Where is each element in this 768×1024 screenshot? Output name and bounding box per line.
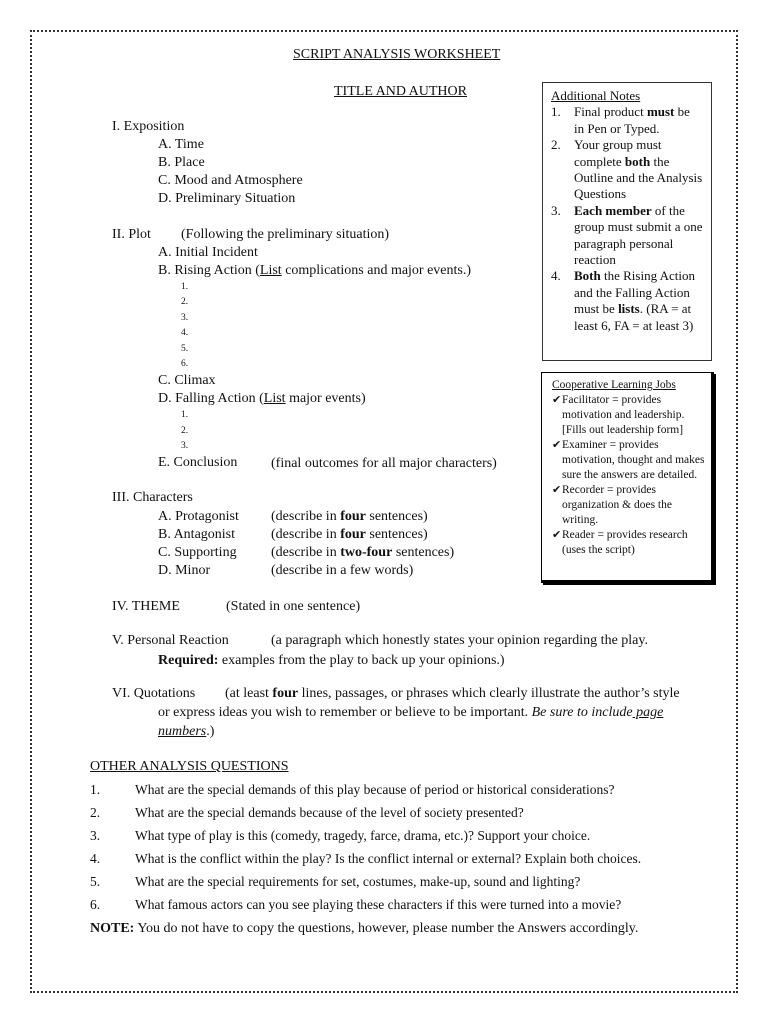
note-text: Your group must complete	[574, 137, 662, 169]
list-number: 1.	[181, 410, 189, 420]
reaction-required	[158, 653, 505, 668]
outline-item: D. Preliminary Situation	[158, 191, 296, 206]
note-item	[551, 104, 703, 137]
note-label: NOTE:	[90, 921, 135, 936]
question-text: What is the conflict within the play? Is the conflict internal or external? Explain both choices.	[135, 851, 642, 866]
job-item	[552, 528, 705, 558]
character-desc	[271, 527, 428, 542]
note-bold: Each member	[574, 202, 652, 218]
note-text: lines, passages, or phrases which clearly illustrate the author’s style	[298, 686, 680, 701]
item-label: B. Rising Action (	[158, 263, 260, 278]
question-text: What type of play is this (comedy, tragedy, farce, drama, etc.)? Support your choice.	[135, 828, 591, 843]
note-item	[551, 203, 703, 269]
quotations-line3	[158, 724, 214, 739]
quotations-heading: VI. Quotations	[112, 686, 196, 701]
rising-action-item	[158, 263, 471, 278]
outline-item: B. Place	[158, 155, 205, 170]
check-icon: ✔	[552, 394, 562, 406]
note-bold: lists	[618, 301, 640, 317]
theme-heading: IV. THEME	[112, 599, 180, 614]
note-number: 1.	[551, 104, 561, 120]
note-text: (at least	[225, 686, 273, 701]
note-text: .)	[206, 724, 215, 739]
character-desc	[271, 509, 428, 524]
note-italic: Be sure to include	[531, 705, 633, 720]
question-number: 1.	[90, 782, 101, 797]
desc-text: sentences)	[365, 527, 428, 542]
list-number: 4.	[181, 328, 189, 338]
reaction-heading: V. Personal Reaction	[112, 633, 229, 648]
note-text: the Outline and the Analysis Questions	[574, 153, 703, 202]
note-text: . (RA = at least 6, FA = at least 3)	[574, 301, 694, 333]
check-icon: ✔	[552, 529, 562, 541]
note-italic-underline: page	[632, 705, 664, 720]
note-text: or express ideas you wish to remember or believe to be important.	[158, 705, 532, 720]
exposition-heading: I. Exposition	[112, 119, 185, 134]
job-text: Reader = provides research (uses the script)	[562, 529, 688, 556]
notes-title: Additional Notes	[551, 88, 641, 103]
character-label: A. Protagonist	[158, 509, 239, 524]
character-label: D. Minor	[158, 563, 211, 578]
outline-item: C. Climax	[158, 373, 216, 388]
note-item	[551, 268, 703, 334]
list-number: 2.	[181, 426, 189, 436]
outline-item: E. Conclusion	[158, 455, 238, 470]
cooperative-jobs-box	[541, 372, 714, 583]
list-number: 1.	[181, 282, 189, 292]
quotations-line2	[158, 705, 663, 720]
quotations-note	[225, 686, 680, 701]
question-text: What are the special demands because of the level of society presented?	[135, 805, 524, 820]
job-text: Facilitator = provides motivation and leadership. [Fills out leadership form]	[562, 394, 685, 436]
note-bold: must	[646, 104, 675, 120]
question-text: What are the special demands of this play because of period or historical considerations?	[135, 782, 615, 797]
note-text: Final product	[574, 104, 647, 120]
note-text: You do not have to copy the questions, however, please number the Answers accordingly.	[134, 921, 639, 936]
desc-text: (describe in	[271, 527, 341, 542]
desc-bold: four	[340, 509, 366, 524]
desc-text: (describe in	[271, 509, 341, 524]
note-text: of the group must submit a one paragraph personal reaction	[574, 202, 703, 268]
character-desc	[271, 545, 454, 560]
outline-item: A. Initial Incident	[158, 245, 258, 260]
list-number: 5.	[181, 344, 189, 354]
note-number: 2.	[551, 137, 561, 153]
job-item	[552, 483, 705, 528]
note-bold: Both	[574, 268, 601, 284]
question-number: 2.	[90, 805, 101, 820]
item-label: D. Falling Action (	[158, 391, 264, 406]
list-number: 3.	[181, 313, 189, 323]
jobs-title: Cooperative Learning Jobs	[552, 379, 676, 391]
note-bold: both	[624, 153, 651, 169]
job-text: Recorder = provides organization & does the writing.	[562, 484, 672, 526]
theme-note: (Stated in one sentence)	[226, 599, 361, 614]
questions-heading: OTHER ANALYSIS QUESTIONS	[90, 759, 289, 774]
required-text: examples from the play to back up your opinions.)	[218, 653, 505, 668]
job-text: Examiner = provides motivation, thought and makes sure the answers are detailed.	[562, 439, 705, 481]
item-rest: major events)	[285, 391, 366, 406]
falling-action-item	[158, 391, 366, 406]
conclusion-note: (final outcomes for all major characters)	[271, 456, 497, 471]
desc-bold: four	[340, 527, 366, 542]
note-text: be in Pen or Typed.	[574, 104, 690, 136]
character-label: C. Supporting	[158, 545, 237, 560]
job-item	[552, 393, 705, 438]
note-number: 4.	[551, 268, 561, 284]
question-text: What famous actors can you see playing these characters if this were turned into a movie?	[135, 897, 622, 912]
list-word: List	[263, 391, 286, 406]
note-number: 3.	[551, 202, 561, 218]
question-text: What are the special requirements for set, costumes, make-up, sound and lighting?	[135, 874, 581, 889]
note-item	[551, 137, 703, 203]
note-text: the Rising Action and the Falling Action must be	[574, 268, 695, 317]
required-label: Required:	[158, 653, 219, 668]
worksheet-title: SCRIPT ANALYSIS WORKSHEET	[293, 47, 501, 62]
list-number: 2.	[181, 297, 189, 307]
list-number: 3.	[181, 441, 189, 451]
notes-list	[551, 104, 703, 334]
characters-heading: III. Characters	[112, 490, 193, 505]
job-item	[552, 438, 705, 483]
question-number: 5.	[90, 874, 101, 889]
list-word: List	[259, 263, 282, 278]
title-and-author: TITLE AND AUTHOR	[334, 84, 467, 99]
outline-item: A. Time	[158, 137, 204, 152]
outline-item: C. Mood and Atmosphere	[158, 173, 303, 188]
question-number: 4.	[90, 851, 101, 866]
check-icon: ✔	[552, 439, 562, 451]
desc-text: sentences)	[392, 545, 455, 560]
additional-notes-box	[542, 82, 712, 361]
questions-note	[90, 921, 638, 936]
note-italic-underline: numbers	[158, 724, 207, 739]
item-rest: complications and major events.)	[281, 263, 472, 278]
check-icon: ✔	[552, 484, 562, 496]
note-bold: four	[272, 686, 299, 701]
plot-note: (Following the preliminary situation)	[181, 227, 390, 242]
plot-heading: II. Plot	[112, 227, 151, 242]
desc-text: sentences)	[365, 509, 428, 524]
character-label: B. Antagonist	[158, 527, 236, 542]
list-number: 6.	[181, 359, 189, 369]
question-number: 3.	[90, 828, 101, 843]
desc-bold: two-four	[340, 545, 393, 560]
character-desc: (describe in a few words)	[271, 563, 414, 578]
reaction-note: (a paragraph which honestly states your opinion regarding the play.	[271, 633, 648, 648]
question-number: 6.	[90, 897, 101, 912]
desc-text: (describe in	[271, 545, 341, 560]
